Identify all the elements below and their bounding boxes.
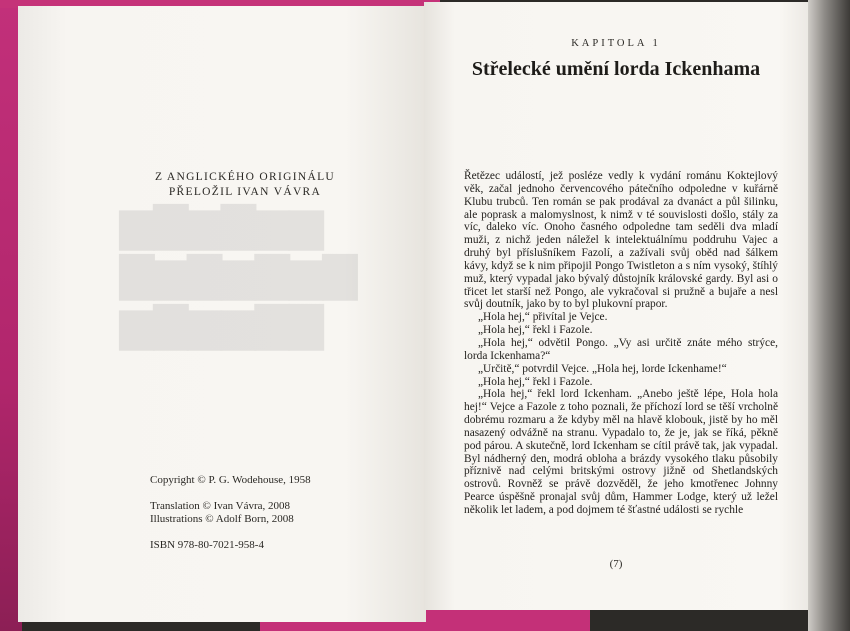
paragraph: Řetězec událostí, jež posléze vedly k vydání románu Koktejlový věk, začal jednoho červencového pátečního odpoledne v kuřárně Klubu trubců. Ten román se pak prodával za dvanáct a půl šilinku, ale poprask a malomyslnost, k nimž v té souvislosti došlo, stály za víc, daleko víc. Onoho časného odpoledne tam seděli dva mladí muži, z nichž jeden náležel k intelektuálnímu poddruhu Vajec a druhý byl příslušníkem Fazolí, a zažívali svůj oběd nad šálkem kávy, když se k nim připojil Pongo Twistleton a s ním vysoký, štíhlý muž, který vypadal jako bývalý důstojník královské gardy. Byl asi o třicet let starší než Pongo, ale vykračoval si pružně a bujaře a nesl svůj doutník, jako by to byl plukovní prapor. — [464, 170, 778, 311]
isbn-line: ISBN 978-80-7021-958-4 — [150, 539, 264, 551]
paragraph: „Hola hej,“ řekl i Fazole. — [478, 375, 593, 388]
translator-credit — [105, 170, 385, 200]
credit-line-translator: PŘELOŽIL IVAN VÁVRA — [168, 186, 322, 198]
page-block-edge — [808, 0, 850, 631]
translation-line: Translation © Ivan Vávra, 2008 — [150, 500, 291, 512]
paragraph: „Hola hej,“ řekl lord Ickenham. „Anebo ještě lépe, Hola hola hej!“ Vejce a Fazole z toho poznali, že příchozí lord se těší vrcholně dobrému rozmaru a že kdyby měl na hlavě klobouk, jistě by ho měl nasazený odvážně na stranu. Vypadalo to, že je, jak se říká, pěkně pod párou. A skutečně, lord Ickenham se cítil právě tak, jak vypadal. Byl nádherný den, modrá obloha a brázdy vysokého tlaku působily příznivě nad celými britskými ostrovy jižně od Shetlandských ostrovů. Rovněž se právě dozvěděl, že jeho kmotřenec Johnny Pearce úspěšně pronajal svůj dům, Hammer Lodge, který už ležel několik let ladem, a pod dojmem té šťastné události se rychle — [464, 388, 778, 516]
body-text — [464, 170, 778, 517]
illustrations-line: Illustrations © Adolf Born, 2008 — [150, 513, 294, 525]
paragraph: „Hola hej,“ odvětil Pongo. „Vy asi určitě znáte mého strýce, lorda Ickenhama?“ — [464, 336, 778, 362]
copyright-block — [150, 474, 380, 552]
copyright-line: Copyright © P. G. Wodehouse, 1958 — [150, 474, 311, 486]
chapter-title: Střelecké umění lorda Ickenhama — [471, 58, 761, 80]
credit-line-original: Z ANGLICKÉHO ORIGINÁLU — [155, 171, 335, 183]
show-through-bleed: ▆▇▆▇▆▆ ▇▆▇▆▇▆▇ ▆▇▆▆▇▇ — [120, 200, 357, 349]
paragraph: „Hola hej,“ řekl i Fazole. — [478, 324, 593, 337]
chapter-label: KAPITOLA 1 — [571, 38, 661, 49]
paragraph: „Určitě,“ potvrdil Vejce. „Hola hej, lorde Ickenhame!“ — [478, 362, 727, 375]
page-number: (7) — [609, 558, 623, 570]
paragraph: „Hola hej,“ přivítal je Vejce. — [478, 311, 608, 324]
